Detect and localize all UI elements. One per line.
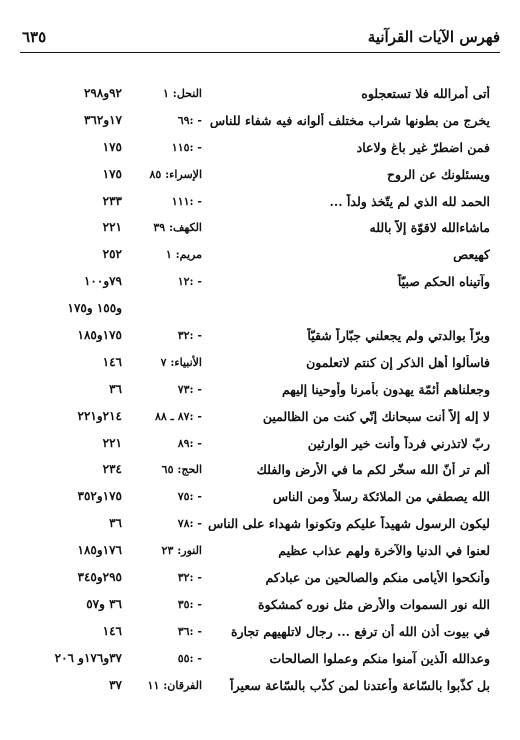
index-row <box>0 674 520 701</box>
index-row <box>0 539 520 566</box>
surah-reference: الحج: ٦٥ <box>161 463 202 477</box>
verse-text: ربّ لاتذرني فرداً وأنت خير الوارثين <box>307 435 490 451</box>
page-references: و١٥٥ و١٧٥ <box>67 301 122 316</box>
page-references: ٢٣٤ <box>102 462 122 477</box>
verse-text: يخرج من بطونها شراب مختلف ألوانه فيه شفاء للناس <box>209 112 490 128</box>
page-references: ٧٩و١٠٠ <box>83 274 122 289</box>
verse-text: وجعلناهم أئمّة يهدون بأمرنا وأوحينا إليهم <box>281 381 490 397</box>
surah-reference: - :٧٨ <box>177 517 202 531</box>
verse-text: في بيوت أذن الله أن ترفع ... رجال لاتلهيهم تجارة <box>230 623 490 639</box>
index-row <box>0 405 520 432</box>
verse-text: لا إله إلاّ أنت سبحانك إنّي كنت من الظالمين <box>262 408 490 424</box>
index-row <box>0 485 520 512</box>
verse-text: فاسألوا أهل الذكر إن كنتم لاتعلمون <box>306 354 490 370</box>
index-row <box>0 566 520 593</box>
surah-reference: النحل: ١ <box>163 87 202 100</box>
verse-text: فمن اضطرّ غير باغ ولاعاد <box>356 139 490 155</box>
page-references: ١٧٥و١٨٥ <box>77 328 122 343</box>
surah-reference: الفرقان: ١١ <box>147 678 202 692</box>
index-row <box>0 270 520 297</box>
verse-text: وأنكحوا الأيامى منكم والصالحين من عبادكم <box>265 570 490 586</box>
index-row <box>0 82 520 109</box>
page-references: ٣٦ <box>109 516 122 531</box>
verse-text: الله نور السموات والأرض مثل نوره كمشكوة <box>257 596 490 612</box>
verse-text: ألم تر أنّ الله سخّر لكم ما في الأرض والفلك <box>256 462 490 478</box>
page-references: ٣٦ <box>109 381 122 396</box>
page-references: ١٤٦ <box>102 623 122 638</box>
surah-reference: - :٧٥ <box>177 490 202 504</box>
index-row <box>0 593 520 620</box>
verse-text: وآتيناه الحكم صبيّاً <box>397 274 490 290</box>
page-references: ١٧٥ <box>102 139 122 154</box>
index-row <box>0 432 520 459</box>
index-row <box>0 190 520 217</box>
verse-text: كهيعص <box>453 247 490 263</box>
surah-reference: - :١١١ <box>171 194 202 208</box>
index-row <box>0 620 520 647</box>
surah-reference: الأنبياء: ٧ <box>160 355 202 369</box>
verse-text: ويسئلونك عن الروح <box>386 166 490 182</box>
index-row <box>0 351 520 378</box>
surah-reference: - :٣٦ <box>177 624 202 638</box>
surah-reference: - :٣٥ <box>177 597 202 611</box>
index-row <box>0 163 520 190</box>
verse-text: لعنوا في الدنيا والآخرة ولهم عذاب عظيم <box>278 543 490 559</box>
page-references: ٢٩٥و٣٤٥ <box>77 570 122 585</box>
index-row <box>0 647 520 674</box>
verse-text: ليكون الرسول شهيداً عليكم وتكونوا شهداء على الناس <box>208 516 490 532</box>
surah-reference: - :٥٥ <box>177 651 202 665</box>
verse-text: ماشاءالله لاقوّة إلاّ بالله <box>369 220 490 236</box>
verse-text: الحمد لله الذي لم يتّخذ ولداً ... <box>329 193 490 209</box>
index-row <box>0 216 520 243</box>
verse-text: الله يصطفي من الملائكة رسلاً ومن الناس <box>272 489 490 505</box>
index-row <box>0 458 520 485</box>
page-header <box>22 24 500 50</box>
page-references: ٣٦ و٥٧ <box>86 596 122 611</box>
surah-reference: - :٨٧ ـ ٨٨ <box>154 409 202 423</box>
page-title: فهرس الآيات القرآنية <box>367 28 500 46</box>
verse-index-list <box>0 82 520 700</box>
surah-reference: - :٧٣ <box>177 382 202 396</box>
index-row <box>0 324 520 351</box>
surah-reference: - :٣٢ <box>177 571 202 585</box>
page-references: ٢٢١ <box>102 435 122 450</box>
surah-reference: - :٦٩ <box>177 113 202 127</box>
surah-reference: الإسراء: ٨٥ <box>149 167 202 181</box>
verse-text: وعدالله الّذين آمنوا منكم وعملوا الصالحات <box>269 650 490 666</box>
index-row <box>0 512 520 539</box>
surah-reference: - :٨٩ <box>177 436 202 450</box>
verse-text: وبرّاً بوالدتي ولم يجعلني جبّاراً شقيّاً <box>307 328 490 344</box>
verse-text: بل كذّبوا بالسّاعة وأعتدنا لمن كذّب بالسّاعة سعيراً <box>230 677 490 693</box>
surah-reference: الكهف: ٣٩ <box>153 221 202 235</box>
surah-reference: - :٣٢ <box>177 329 202 343</box>
page-references: ١٧٥ <box>102 166 122 181</box>
page-references: ١٤٦ <box>102 354 122 369</box>
page-references: ١٧و٣٦٢ <box>83 112 122 127</box>
surah-reference: - :١٢ <box>177 275 202 289</box>
index-row <box>0 297 520 324</box>
page-number: ٦٣٥ <box>22 28 47 46</box>
page-references: ٢٣٣ <box>102 193 122 208</box>
index-row <box>0 243 520 270</box>
surah-reference: - :١١٥ <box>171 140 202 154</box>
page-references: ٣٧و١٧٦و ٢٠٦ <box>54 650 122 665</box>
surah-reference: النور: ٢٣ <box>161 544 202 558</box>
index-row <box>0 136 520 163</box>
header-divider <box>20 52 500 53</box>
page-references: ٣٧ <box>109 677 122 692</box>
page-references: ٢١٤و٢٢١ <box>77 408 122 423</box>
index-row <box>0 109 520 136</box>
page-references: ٩٢و٢٩٨ <box>83 86 122 100</box>
page-references: ١٧٥و٣٥٢ <box>77 489 122 504</box>
page-references: ٢٥٢ <box>102 247 122 262</box>
surah-reference: مريم: ١ <box>165 248 202 262</box>
page-references: ١٧٦و١٨٥ <box>77 543 122 558</box>
verse-text: أتى أمرالله فلا تستعجلوه <box>361 86 490 101</box>
index-row <box>0 378 520 405</box>
page-references: ٢٢١ <box>102 220 122 235</box>
